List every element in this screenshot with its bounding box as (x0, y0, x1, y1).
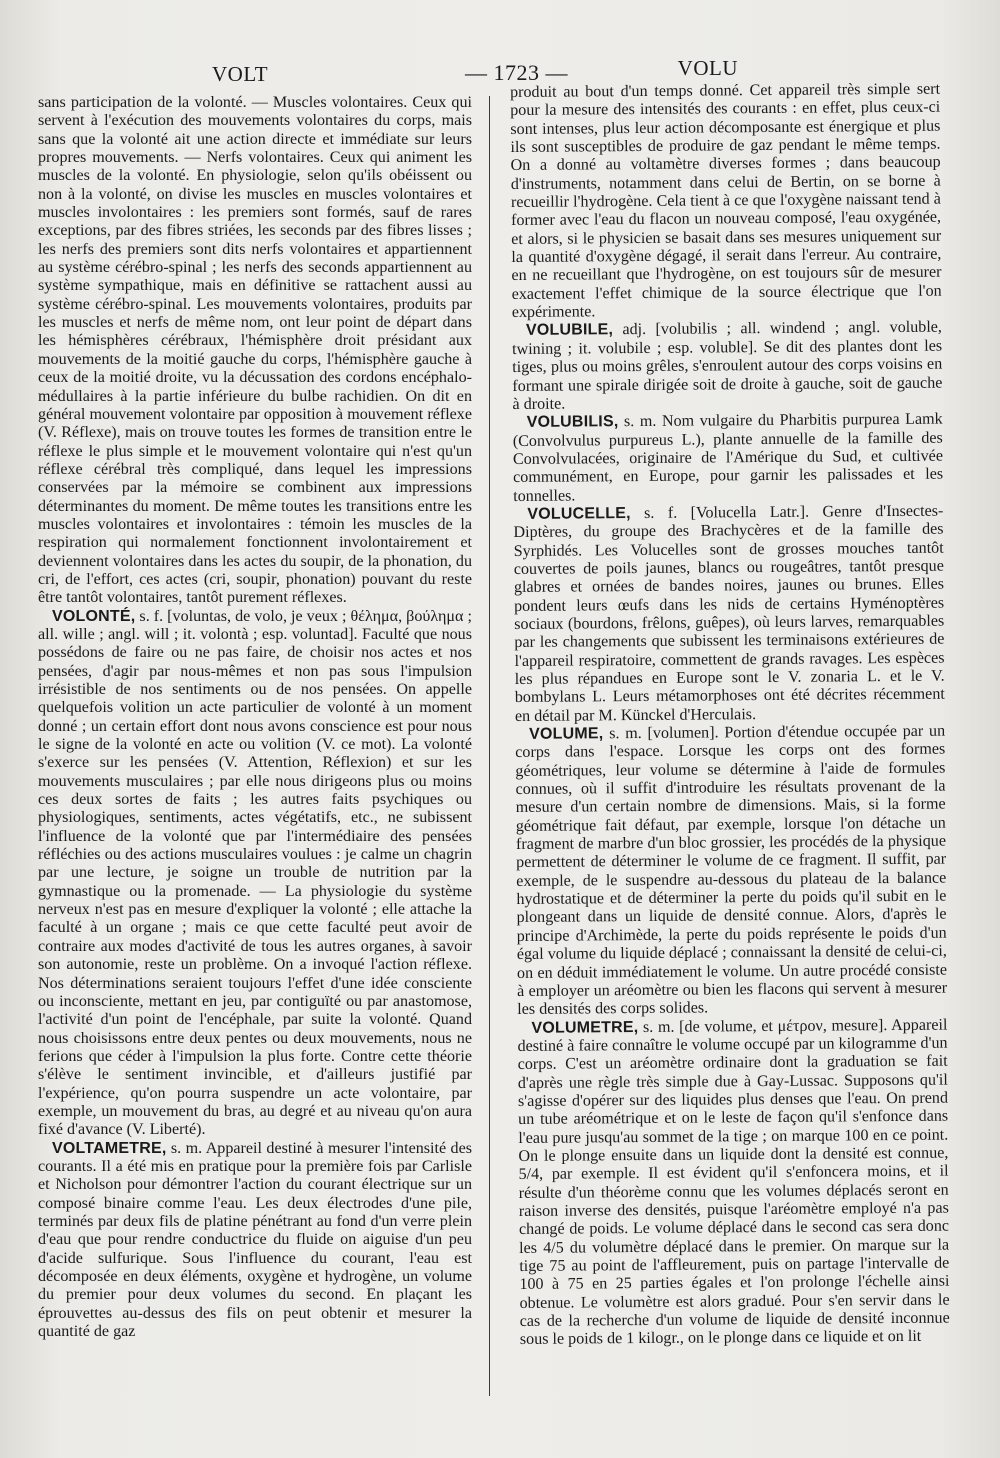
headword-volonte: VOLONTÉ, (52, 607, 136, 625)
entry-volume (515, 723, 947, 1020)
header-right-guideword: VOLU (677, 56, 738, 80)
entry-voltametre-body: s. m. Appareil destiné à mesurer l'intensité des courants. Il a été mis en pratique pour la première fois par Carlisle et Nicholson pour démontrer l'action du courant électrique sur un composé binaire comme l'eau. Les deux électrodes d'une pile, terminés par deux fils de platine pénétrant au fond d'un verre plein d'eau que pour rendre conductrice du fluide on aiguise d'un peu d'acide sulfurique. Sous l'influence du courant, l'eau est décomposée en deux éléments, oxygène et hydrogène, un volume du premier pour deux volumes du second. En plaçant les éprouvettes au-dessus des fils on peut obtenir et mesurer la quantité de gaz (38, 1139, 472, 1341)
header-left-guideword: VOLT (212, 62, 269, 86)
headword-volumetre: VOLUMETRE, (531, 1018, 639, 1037)
entry-volucelle (513, 503, 945, 726)
column-divider (489, 96, 490, 1396)
entry-volumetre (517, 1016, 950, 1350)
headword-volubilis: VOLUBILIS, (526, 413, 619, 432)
entry-volonte-body: s. f. [voluntas, de volo, je veux ; θέλημα, βούλημα ; all. wille ; angl. will ; it. volontà ; esp. voluntad]. Faculté que nous possédons de faire ou ne pas faire, de choisir nos actes et nos pensées, d'agir par nous-mêmes et non pas sous l'impulsion irrésistible de nos sentiments ou de nos pensées. On appelle quelquefois volition un acte particulier de volonté à un moment donné ; un certain effort dont nous avons conscience est pour nous le signe de la volonté en acte ou volition (V. ce mot). La volonté s'exerce sur les pensées (V. Attention, Réflexion) et sur les mouvements musculaires ; par elle nous dirigeons plus ou moins ces deux sortes de faits ; les autres faits psychiques ou physiologiques, sentiments, actes végétatifs, etc., ne subissent l'influence de la volonté que par l'intermédiaire des pensées réfléchies ou des actions musculaires voulues : je calme un chagrin par une lecture, je soigne un trouble de nutrition par la gymnastique ou la promenade. — La physiologie du système nerveux n'est pas en mesure d'expliquer la volonté ; elle attache la faculté à un organe ; mais ce que cette faculté peut avoir de contraire aux modes d'activité de tous les autres organes, à savoir son autonomie, reste un problème. On a invoqué l'action réflexe. Nos déterminations seraient toujours l'effet d'une idée consciente ou inconsciente, mettant en jeu, par contiguïté ou par anastomose, l'activité d'un point de l'encéphale, par suite la volonté. Quand nous choisissons entre deux pentes ou deux mouvements, nous ne ferions que céder à l'impulsion la plus forte. Contre cette théorie s'élève le sentiment invincible, et d'ailleurs justifié par l'expérience, qu'on pourra suspendre un acte volontaire, par exemple, un mouvement du bras, au degré et au niveau qu'on aura fixé d'avance (V. Liberté). (38, 607, 472, 1139)
continued-voltametre-text: produit au bout d'un temps donné. Cet appareil très simple sert pour la mesure des intensités des courants : en effet, plus ceux-ci sont intenses, plus leur action décomposante est énergique et plus ils sont susceptibles de produire de gaz pendant le même temps. On a donné au voltamètre diverses formes ; dans beaucoup d'instruments, notamment dans celui de Bertin, on se borne à recueillir l'hydrogène. Cela tient à ce que l'oxygène naissant tend à former avec l'eau du flacon un nouveau composé, l'eau oxygénée, et alors, si le physicien se basait dans ses mesures uniquement sur la quantité d'oxygène dégagé, il serait dans l'erreur. Au contraire, en ne recueillant que l'hydrogène, on est toujours sûr de mesurer exactement l'effet chimique de la source électrique que l'on expérimente. (510, 80, 942, 322)
entry-voltametre (38, 1140, 472, 1342)
right-column (510, 81, 950, 1350)
entry-volumetre-body: s. m. [de volume, et μέτρον, mesure]. Appareil destiné à faire connaître le volume occupé par un kilogramme d'un corps. C'est un aréomètre ordinaire dont la graduation se fait d'après une règle très simple due à Gay-Lussac. Supposons qu'il s'agisse d'opérer sur des liquides plus denses que l'eau. On prend un tube aréométrique et on le leste de façon qu'il s'enfonce dans l'eau pure jusqu'au sommet de la tige ; on marque 100 en ce point. On le plonge ensuite dans un liquide dont la densité est connue, 5/4, par exemple. Il est évident qu'il s'enfoncera moins, et il résulte d'un théorème connu que les volumes déplacés seront en raison inverse des densités, puisque l'aréomètre employé n'a pas changé de poids. Le volume déplacé dans le second cas sera donc les 4/5 du volumètre déplacé dans le premier. On marque sur la tige 75 au point de l'affleurement, puis on partage l'intervalle de 100 à 75 en 25 parties égales et l'on prolonge l'échelle ainsi obtenue. Le volumètre est alors gradué. Pour s'en servir dans le cas de la recherche d'un volume de liquide de densité inconnue sous le poids de 1 kilogr., on le plonge dans ce liquide et on lit (517, 1016, 950, 1349)
page-number: — 1723 — (465, 60, 568, 85)
entry-volubile-body: adj. [volubilis ; all. windend ; angl. voluble, twining ; it. volubile ; esp. voluble]. Se dit des plantes dont les tiges, plus ou moins grêles, s'enroulent autour des corps voisins en formant une spirale dirigée soit de droite à gauche, soit de gauche à droite. (512, 319, 943, 413)
headword-voltametre: VOLTAMETRE, (52, 1139, 167, 1157)
headword-volucelle: VOLUCELLE, (527, 504, 631, 523)
headword-volubile: VOLUBILE, (525, 321, 614, 340)
entry-volonte (38, 608, 472, 1140)
entry-volubilis (513, 411, 944, 506)
entry-volubile (512, 319, 943, 414)
continued-entry-text: sans participation de la volonté. — Muscles volontaires. Ceux qui servent à l'exécution des mouvements volontaires du corps, mais sans que la volonté ait une action directe et immédiate sur leurs propres mouvements. — Nerfs volontaires. Ceux qui animent les muscles de la volonté. En physiologie, selon qu'ils obéissent ou non à la volonté, on divise les muscles en muscles volontaires et muscles involontaires : les premiers sont formés, sauf de rares exceptions, par des fibres striées, les seconds par des fibres lisses ; les nerfs des premiers sont dits nerfs volontaires et appartiennent au système cérébro-spinal ; les nerfs des seconds appartiennent au système sympathique, mais en définitive se rattachent aussi au système cérébro-spinal. Les mouvements volontaires, produits par les muscles et nerfs de même nom, ont leur point de départ dans les hémisphères cérébraux, l'hémisphère droit présidant aux mouvements de la moitié gauche du corps, l'hémisphère gauche à ceux de la moitié droite, vu la décussation des cordons encéphalo-médullaires à la partie inférieure du bulbe rachidien. On dit en général mouvement volontaire par opposition à mouvement réflexe (V. Réflexe), mais on trouve toutes les formes de transition entre le réflexe le plus simple et le mouvement volontaire qui n'est qu'un réflexe cérébral très compliqué, dans lequel les impressions conservées par la mémoire se combinent aux impressions déterminantes du moment. De même toutes les transitions entre les muscles volontaires et involontaires : témoin les muscles de la respiration qui normalement fonctionnent involontairement et deviennent volontaires dans les actes du soupir, de la phonation, du cri, de l'effort, ces actes (cri, soupir, phonation) pouvant du reste être tantôt volontaires, tantôt purement réflexes. (38, 94, 472, 607)
left-column (38, 94, 472, 1341)
headword-volume: VOLUME, (529, 725, 604, 743)
entry-volume-body: s. m. [volumen]. Portion d'étendue occupée par un corps dans l'espace. Lorsque les corps ont des formes géométriques, leur volume se détermine à l'aide de formules connues, où il suffit d'introduire les résultats provenant de la mesure d'un certain nombre de dimensions. Mais, si la forme géométrique fait défaut, par exemple, lorsque l'on détache un fragment de marbre d'un bloc grossier, les procédés de la physique permettent de déterminer le volume de ce fragment. Il suffit, par exemple, de le suspendre au-dessous du plateau de la balance hydrostatique et de déterminer la perte du poids qu'il subit en le plongeant dans un liquide de densité connue. Alors, d'après le principe d'Archimède, la perte du poids représente le poids d'un égal volume du liquide déplacé ; connaissant la densité de celui-ci, on en déduit immédiatement le volume. Un autre procédé consiste à employer un aréomètre ou bien les flacons qui servent à mesurer les densités des corps solides. (515, 722, 948, 1019)
entry-volubilis-body: s. m. Nom vulgaire du Pharbitis purpurea Lamk (Convolvulus purpureus L.), plante annuelle de la famille des Convolvulacées, originaire de l'Amérique du Sud, et cultivée communément, en Europe, pour garnir les palissades et les tonnelles. (512, 410, 944, 505)
entry-volucelle-body: s. f. [Volucella Latr.]. Genre d'Insectes-Diptères, du groupe des Brachycères et de la famille des Syrphidés. Les Volucelles sont de grosses mouches tantôt couvertes de poils jaunes, blancs ou rougeâtres, tantôt presque glabres et ornées de bandes noires, jaunes ou brunes. Elles pondent leurs œufs dans les nids de certains Hyménoptères sociaux (bourdons, frêlons, guêpes), où leurs larves, remarquables par les changements que subissent les terminaisons extérieures de l'appareil respiratoire, commettent de grands ravages. Les espèces les plus répandues en Europe sont le V. zonaria L. et le V. bombylans L. Leurs métamorphoses ont été décrites récemment en détail par M. Künckel d'Herculais. (513, 502, 945, 725)
